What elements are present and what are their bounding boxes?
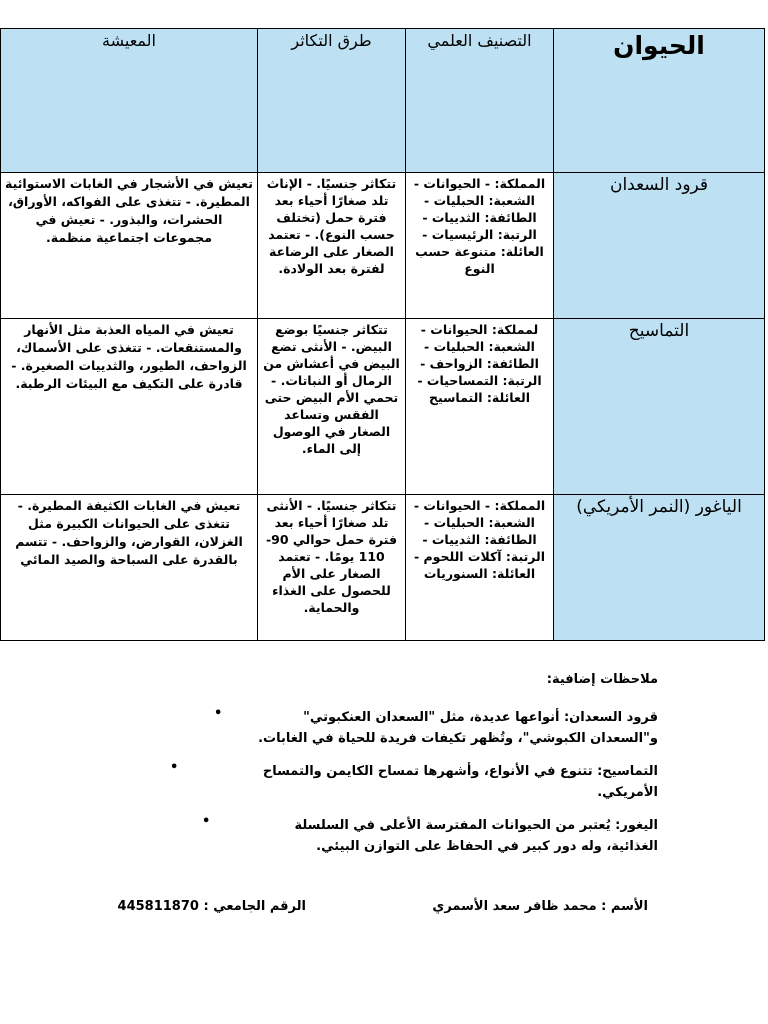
note-line: الأمريكي. [597,785,658,800]
table-row [1,495,765,641]
note-line: و"السعدان الكبوشي"، وتُظهر تكيفات فريدة للحياة في الغابات. [258,731,658,746]
header-classification: التصنيف العلمي [406,29,554,173]
habitat-cell: تعيش في الأشجار في الغابات الاستوائية المطيرة. - تتغذى على الفواكه، الأوراق، الحشرات، والبذور. - تعيش في مجموعات اجتماعية منظمة. [1,173,258,319]
table-row [1,319,765,495]
note-line: اليغور: يُعتبر من الحيوانات المفترسة الأعلى في السلسلة [294,818,658,833]
note-line: الغذائية، وله دور كبير في الحفاظ على التوازن البيئي. [316,839,658,854]
header-animal: الحيوان [554,29,765,173]
animal-name: الياغور (النمر الأمريكي) [554,495,765,641]
bullet-icon: • [202,814,211,829]
habitat-cell: تعيش في الغابات الكثيفة المطيرة. - تتغذى على الحيوانات الكبيرة مثل الغزلان، القوارض، والزواحف. - تتسم بالقدرة على السباحة والصيد المائي [1,495,258,641]
habitat-cell: تعيش في المياه العذبة مثل الأنهار والمستنقعات. - تتغذى على الأسماك، الزواحف، الطيور، والثدييات الصغيرة. - قادرة على التكيف مع البيئات الرطبة. [1,319,258,495]
notes-title: ملاحظات إضافية: [546,672,658,687]
classification-cell: المملكة: - الحيوانات - الشعبة: الحبليات - الطائفة: الثدييات - الرتبة: آكلات اللحوم - العائلة: السنوريات [406,495,554,641]
animals-table [0,28,765,641]
header-habitat: المعيشة [1,29,258,173]
classification-cell: لمملكة: الحيوانات - الشعبة: الحبليات - الطائفة: الزواحف - الرتبة: التمساحيات - العائلة: التماسيح [406,319,554,495]
table-row [1,173,765,319]
student-id: الرقم الجامعي : 445811870 [117,899,306,914]
reproduction-cell: تتكاثر جنسيًا. - الإناث تلد صغارًا أحياء بعد فترة حمل (تختلف حسب النوع). - تعتمد الصغار على الرضاعة لفترة بعد الولادة. [258,173,406,319]
classification-cell: المملكة: - الحيوانات - الشعبة: الحبليات - الطائفة: الثدييات - الرتبة: الرئيسيات - العائلة: متنوعة حسب النوع [406,173,554,319]
note-line: قرود السعدان: أنواعها عديدة، مثل "السعدان العنكبوتي" [303,710,658,725]
animal-name: قرود السعدان [554,173,765,319]
note-line: التماسيح: تتنوع في الأنواع، وأشهرها تمساح الكايمن والتمساح [262,764,658,779]
bullet-icon: • [214,706,223,721]
table-header-row [1,29,765,173]
header-reproduction: طرق التكاثر [258,29,406,173]
reproduction-cell: تتكاثر جنسيًا. - الأنثى تلد صغارًا أحياء بعد فترة حمل حوالي 90-110 يومًا. - تعتمد الصغار على الأم للحصول على الغذاء والحماية. [258,495,406,641]
animal-name: التماسيح [554,319,765,495]
bullet-icon: • [170,760,179,775]
student-name: الأسم : محمد ظافر سعد الأسمري [432,899,648,914]
reproduction-cell: تتكاثر جنسيًا بوضع البيض. - الأنثى تضع البيض في أعشاش من الرمال أو النباتات. - تحمي الأم البيض حتى الفقس وتساعد الصغار في الوصول إلى الماء. [258,319,406,495]
